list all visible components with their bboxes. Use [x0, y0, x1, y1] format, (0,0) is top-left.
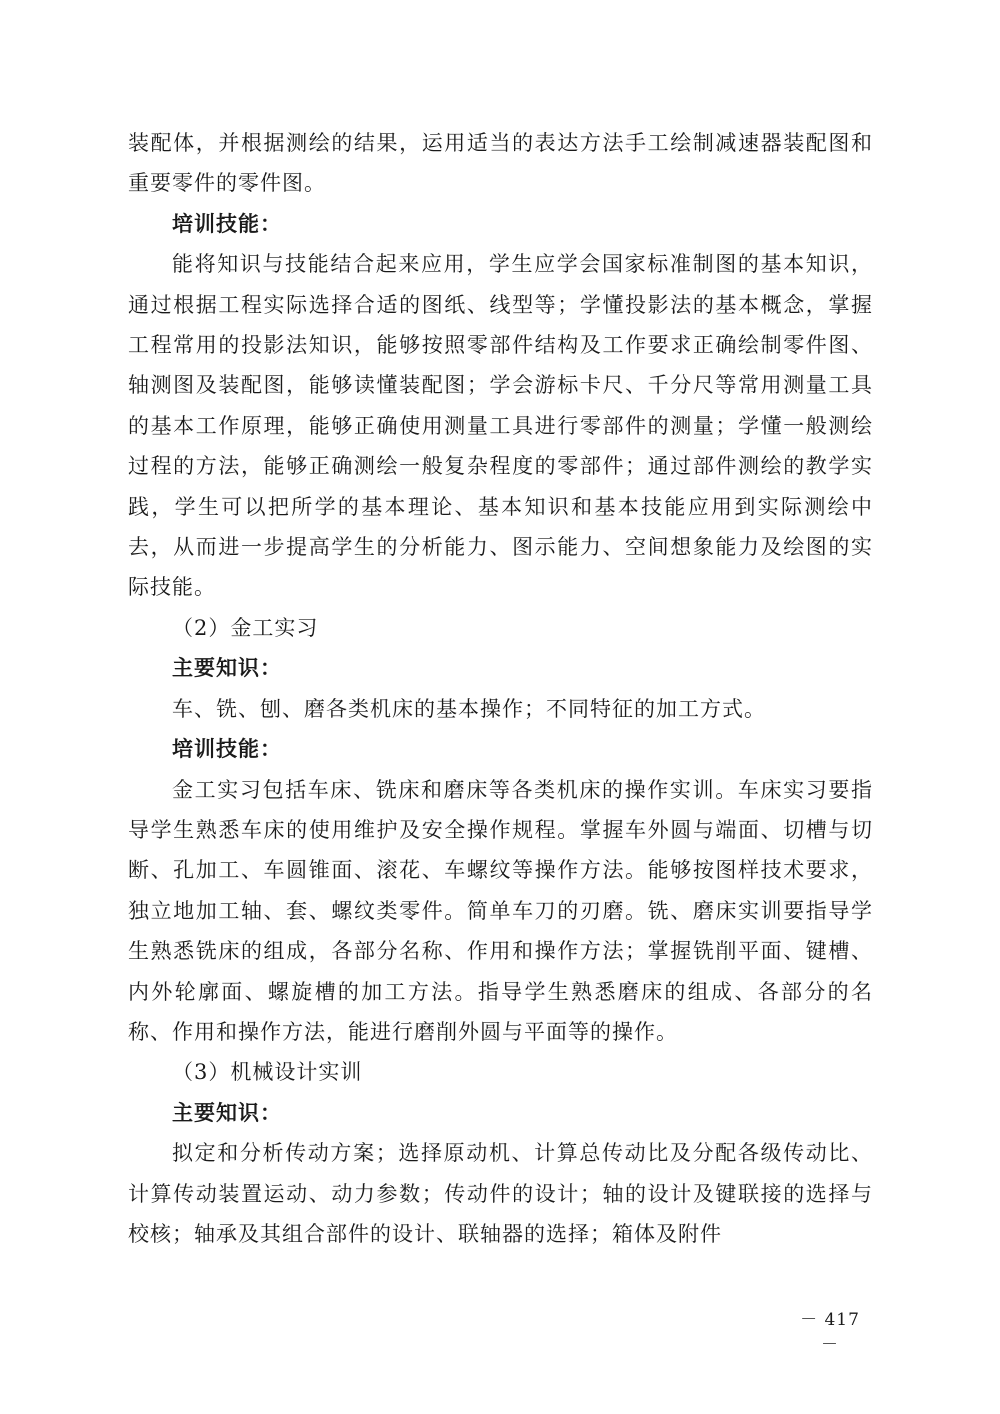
document-body [128, 123, 873, 1254]
heading-main-knowledge: 主要知识： [172, 1100, 282, 1125]
paragraph-continuation: 装配体，并根据测绘的结果，运用适当的表达方法手工绘制减速器装配图和重要零件的零件图。 [128, 131, 873, 196]
paragraph-drawing-skills: 能将知识与技能结合起来应用，学生应学会国家标准制图的基本知识，通过根据工程实际选择合适的图纸、线型等；学懂投影法的基本概念，掌握工程常用的投影法知识，能够按照零部件结构及工作要求正确绘制零件图、轴测图及装配图，能够读懂装配图；学会游标卡尺、千分尺等常用测量工具的基本工作原理，能够正确使用测量工具进行零部件的测量；学懂一般测绘过程的方法，能够正确测绘一般复杂程度的零部件；通过部件测绘的教学实践，学生可以把所学的基本理论、基本知识和基本技能应用到实际测绘中去，从而进一步提高学生的分析能力、图示能力、空间想象能力及绘图的实际技能。 [128, 252, 873, 600]
heading-training-skills: 培训技能： [172, 737, 282, 762]
paragraph-metalwork-skills: 金工实习包括车床、铣床和磨床等各类机床的操作实训。车床实习要指导学生熟悉车床的使用维护及安全操作规程。掌握车外圆与端面、切槽与切断、孔加工、车圆锥面、滚花、车螺纹等操作方法。能够按图样技术要求，独立地加工轴、套、螺纹类零件。简单车刀的刃磨。铣、磨床实训要指导学生熟悉铣床的组成，各部分名称、作用和操作方法；掌握铣削平面、键槽、内外轮廓面、螺旋槽的加工方法。指导学生熟悉磨床的组成、各部分的名称、作用和操作方法，能进行磨削外圆与平面等的操作。 [128, 777, 873, 1044]
paragraph-design-knowledge: 拟定和分析传动方案；选择原动机、计算总传动比及分配各级传动比、计算传动装置运动、动力参数；传动件的设计；轴的设计及键联接的选择与校核；轴承及其组合部件的设计、联轴器的选择；箱体及附件 [128, 1141, 873, 1246]
heading-main-knowledge: 主要知识： [172, 656, 282, 681]
section-title-metalwork: （2）金工实习 [172, 615, 319, 640]
paragraph-metalwork-knowledge: 车、铣、刨、磨各类机床的基本操作；不同特征的加工方式。 [172, 696, 766, 721]
page-number: － 417 － [800, 1310, 860, 1355]
heading-training-skills: 培训技能： [172, 211, 282, 236]
section-title-mechanical-design: （3）机械设计实训 [172, 1060, 363, 1085]
